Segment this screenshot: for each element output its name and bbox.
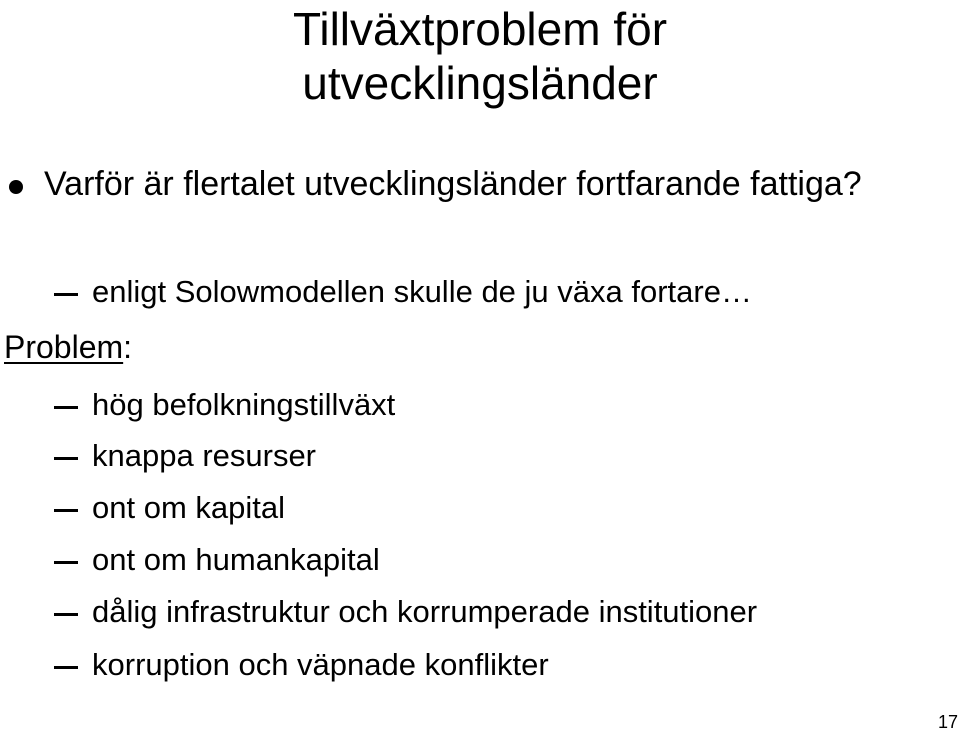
question-text: Varför är flertalet utvecklingsländer fortfarande fattiga?	[44, 165, 862, 203]
problem-item-text: knappa resurser	[92, 438, 317, 473]
problem-item-text: hög befolkningstillväxt	[92, 387, 396, 422]
question-sub-text: enligt Solowmodellen skulle de ju växa fortare…	[92, 274, 752, 309]
slide-title	[0, 2, 960, 110]
dash-icon	[54, 406, 78, 409]
problem-label: Problem	[4, 329, 124, 365]
problem-item-text: dålig infrastruktur och korrumperade institutioner	[92, 594, 758, 629]
dash-icon	[54, 561, 78, 564]
page-number: 17	[937, 712, 958, 732]
slide-title-line-1: Tillväxtproblem för	[292, 3, 668, 55]
bullet-dot-icon	[9, 180, 23, 194]
dash-icon	[54, 613, 78, 616]
problem-item-text: ont om kapital	[92, 490, 285, 525]
dash-icon	[54, 509, 78, 512]
problem-item-text: ont om humankapital	[92, 542, 380, 577]
slide-title-line-2: utvecklingsländer	[302, 57, 658, 109]
dash-icon	[54, 666, 78, 669]
problem-item-text: korruption och väpnade konflikter	[92, 647, 549, 682]
problem-colon: :	[123, 329, 133, 365]
problem-heading	[4, 325, 132, 369]
dash-icon	[54, 293, 78, 296]
dash-icon	[54, 457, 78, 460]
